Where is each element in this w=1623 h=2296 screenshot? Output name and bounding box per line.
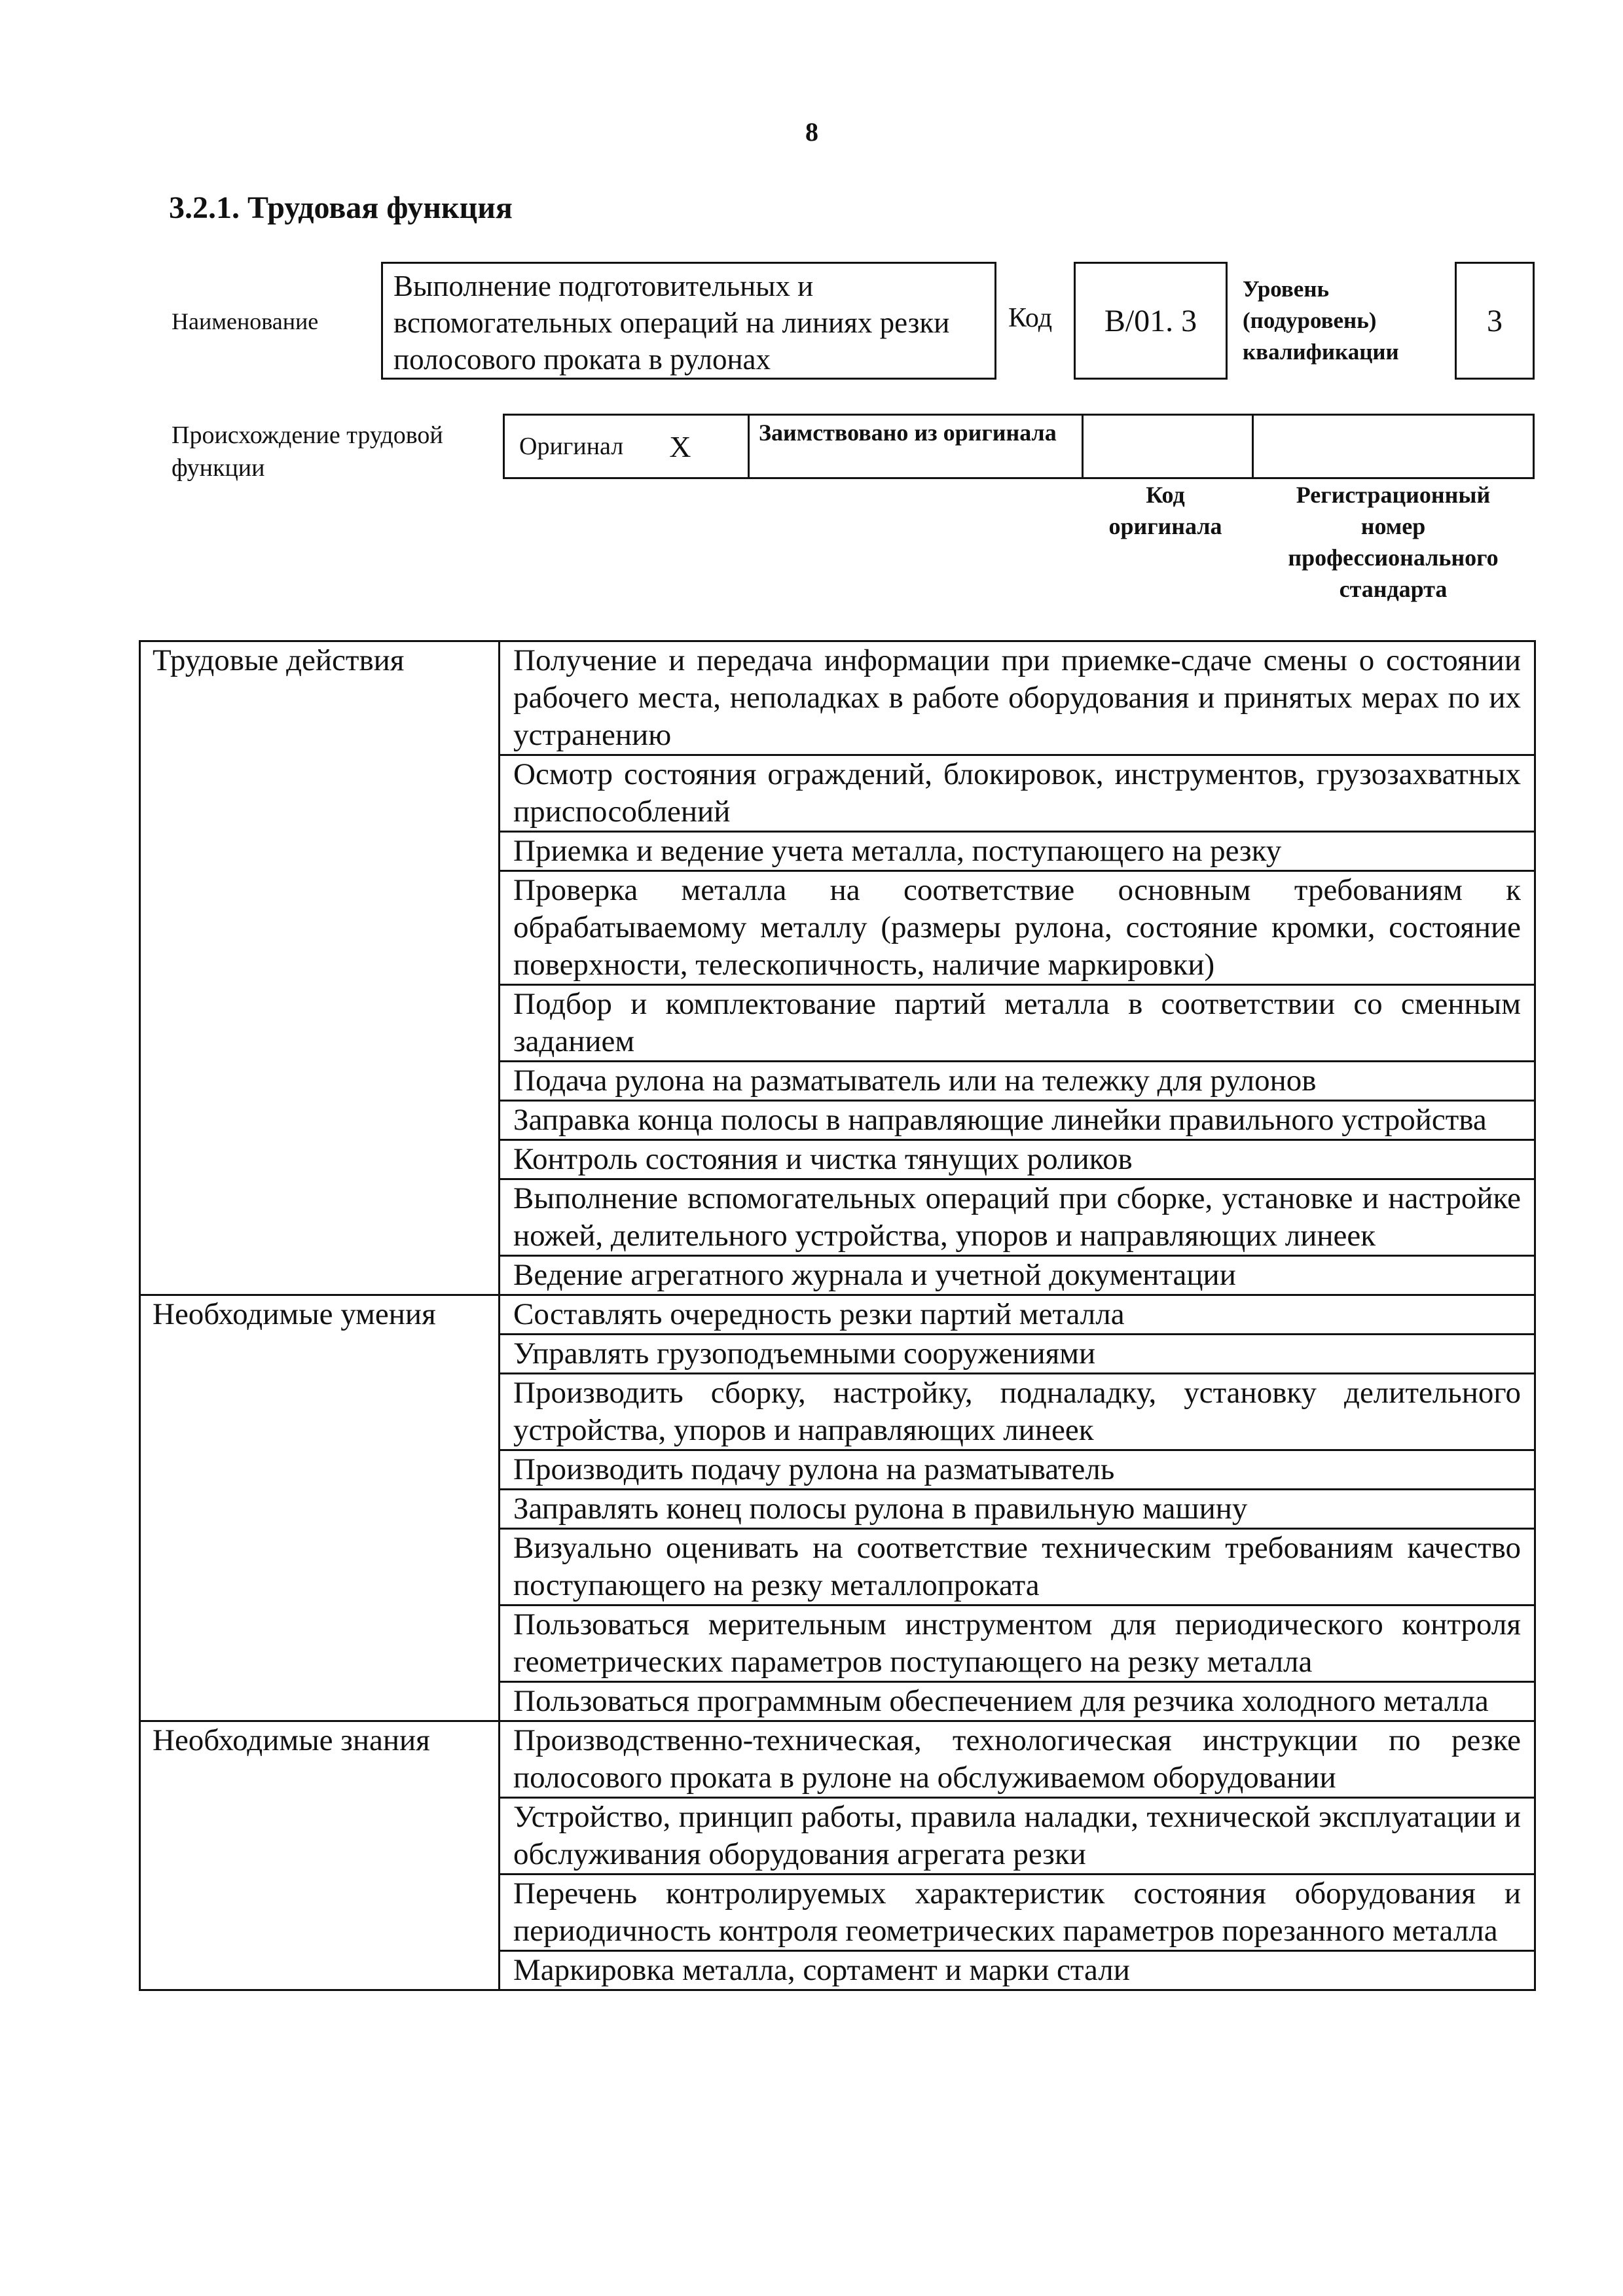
code-caption: Код оригинала: [1108, 482, 1222, 539]
table-cell: Ведение агрегатного журнала и учетной документации: [500, 1256, 1535, 1295]
table-cell: Выполнение вспомогательных операций при сборке, установке и настройке ножей, делительного устройства, упоров и направляющих линеек: [500, 1179, 1535, 1256]
table-cell: Заправка конца полосы в направляющие линейки правильного устройства: [500, 1101, 1535, 1140]
table-cell: Осмотр состояния ограждений, блокировок, инструментов, грузозахватных приспособлений: [500, 755, 1535, 832]
code-value: B/01. 3: [1104, 303, 1197, 338]
reg-caption: Регистрационный номер профессионального стандарта: [1288, 482, 1499, 602]
table-cell: Подбор и комплектование партий металла в соответствии со сменным заданием: [500, 985, 1535, 1062]
level-box: [1455, 262, 1535, 380]
level-value: 3: [1487, 303, 1503, 338]
name-label: Наименование: [172, 308, 319, 334]
table-cell: Составлять очередность резки партий металла: [500, 1295, 1535, 1335]
borrowed-label: Заимствовано из оригинала: [750, 416, 1084, 477]
table-cell: Приемка и ведение учета металла, поступающего на резку: [500, 832, 1535, 871]
table-cell: Устройство, принцип работы, правила наладки, технической эксплуатации и обслуживания оборудования агрегата резки: [500, 1798, 1535, 1874]
original-mark: X: [669, 429, 691, 463]
code-label: Код: [1008, 303, 1053, 333]
table-cell: Проверка металла на соответствие основным требованиям к обрабатываемому металлу (размеры рулона, состояние кромки, состояние поверхности, телескопичность, наличие маркировки): [500, 871, 1535, 985]
table-cell: Пользоваться программным обеспечением для резчика холодного металла: [500, 1682, 1535, 1721]
original-label: Оригинал: [519, 433, 624, 460]
section-title-skills: Необходимые умения: [140, 1295, 500, 1721]
table-row: [140, 641, 1535, 755]
table-cell: Заправлять конец полосы рулона в правильную машину: [500, 1490, 1535, 1529]
level-label: Уровень (подуровень) квалификации: [1243, 276, 1399, 365]
origin-table: [503, 414, 1535, 479]
table-cell: Получение и передача информации при приемке-сдаче смены о состоянии рабочего места, неполадках в работе оборудования и принятых мерах по их устранению: [500, 641, 1535, 755]
table-cell: Контроль состояния и чистка тянущих роликов: [500, 1140, 1535, 1179]
origin-label: Происхождение трудовой функции: [172, 422, 443, 482]
code-box: [1074, 262, 1228, 380]
origin-original-cell: [505, 416, 750, 477]
table-cell: Управлять грузоподъемными сооружениями: [500, 1335, 1535, 1374]
section-title-actions: Трудовые действия: [140, 641, 500, 1295]
table-cell: Пользоваться мерительным инструментом для периодического контроля геометрических параметров поступающего на резку металла: [500, 1605, 1535, 1682]
table-cell: Производить подачу рулона на разматыватель: [500, 1450, 1535, 1490]
origin-reg-cell: [1254, 416, 1533, 477]
function-table: [139, 640, 1536, 1991]
page-number: 8: [805, 117, 818, 147]
table-row: [140, 1721, 1535, 1798]
origin-code-cell: [1084, 416, 1254, 477]
table-cell: Подача рулона на разматыватель или на тележку для рулонов: [500, 1062, 1535, 1101]
table-cell: Перечень контролируемых характеристик состояния оборудования и периодичность контроля геометрических параметров порезанного металла: [500, 1874, 1535, 1951]
table-cell: Маркировка металла, сортамент и марки стали: [500, 1951, 1535, 1990]
table-cell: Производить сборку, настройку, подналадку, установку делительного устройства, упоров и направляющих линеек: [500, 1374, 1535, 1450]
section-title-knowledge: Необходимые знания: [140, 1721, 500, 1990]
table-cell: Визуально оценивать на соответствие техническим требованиям качество поступающего на резку металлопроката: [500, 1529, 1535, 1605]
function-name-box: Выполнение подготовительных и вспомогательных операций на линиях резки полосового проката в рулонах: [381, 262, 996, 380]
table-row: [140, 1295, 1535, 1335]
section-title: 3.2.1. Трудовая функция: [169, 190, 513, 225]
table-cell: Производственно-техническая, технологическая инструкции по резке полосового проката в рулоне на обслуживаемом оборудовании: [500, 1721, 1535, 1798]
